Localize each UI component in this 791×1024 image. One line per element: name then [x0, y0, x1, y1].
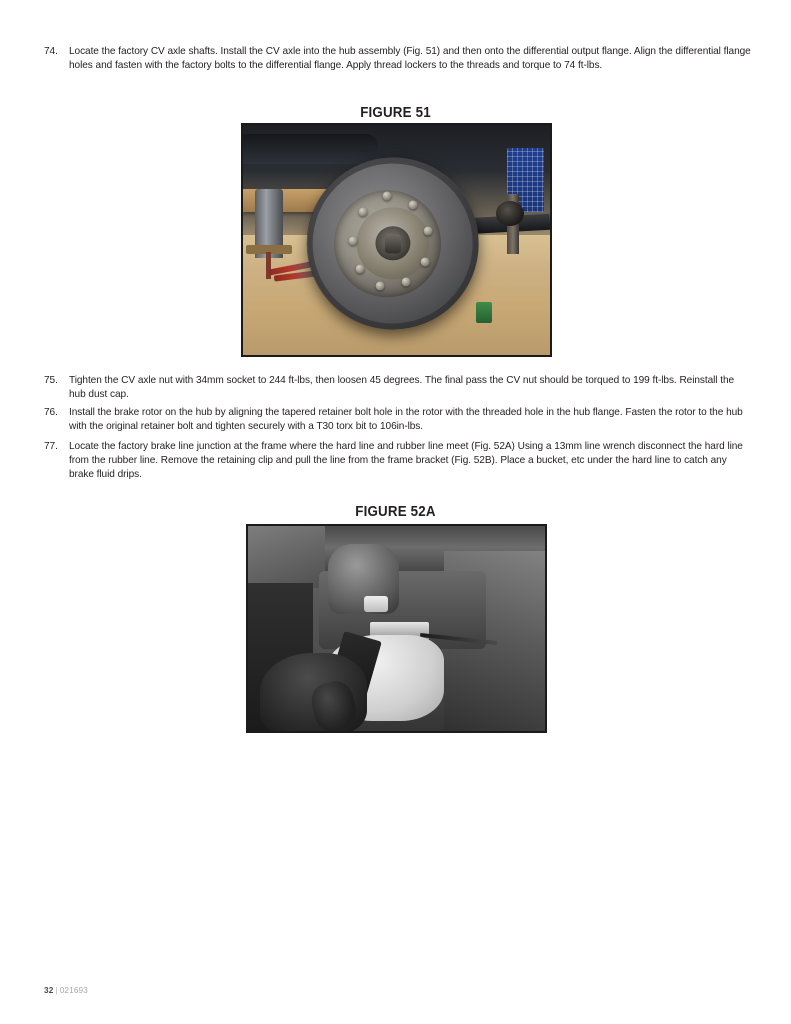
- photo-wheel-stud: [376, 281, 385, 290]
- step-item-75: [44, 374, 751, 402]
- step-number: 75.: [44, 375, 58, 386]
- photo-green-object: [476, 302, 491, 323]
- step-item-77: [44, 440, 751, 483]
- step-item-76: [44, 406, 751, 434]
- figure-51-canvas: [243, 125, 550, 355]
- figure-caption-51: FIGURE 51: [360, 105, 431, 121]
- photo-wheel-stud: [421, 257, 430, 266]
- page-footer: [44, 986, 88, 995]
- footer-separator: |: [55, 986, 58, 995]
- photo-wheel-stud: [383, 192, 392, 201]
- photo-left-panel: [248, 526, 325, 588]
- step-text: Locate the factory brake line junction at the frame where the hard line and rubber line meet (Fig. 52A) Using a 13mm line wrench disconnect the hard line from the rubber line. Remove the retaining clip and pull the line from the frame bracket (Fig. 52B). Place a bucket, etc under the hard line to catch any brake fluid drips.: [69, 441, 743, 481]
- photo-axle-spline: [385, 234, 400, 253]
- step-text: Install the brake rotor on the hub by aligning the tapered retainer bolt hole in the rotor with the threaded hole in the hub flange. Fasten the rotor to the hub with the original retainer bolt and tighten securely with a T30 torx bit to 106in-lbs.: [69, 407, 743, 433]
- step-number: 76.: [44, 407, 58, 418]
- step-text: Tighten the CV axle nut with 34mm socket to 244 ft-lbs, then loosen 45 degrees. The final pass the CV nut should be torqued to 199 ft-lbs. Reinstall the hub dust cap.: [69, 375, 735, 401]
- step-number: 74.: [44, 46, 58, 57]
- photo-wheel-stud: [355, 264, 364, 273]
- footer-doc-code: 021693: [59, 986, 88, 995]
- footer-page-number: 32: [44, 986, 54, 995]
- step-item-74: [44, 45, 751, 73]
- figure-caption-52a: FIGURE 52A: [355, 504, 436, 520]
- photo-tie-rod-end: [496, 201, 524, 226]
- figure-image-51: [241, 123, 552, 357]
- photo-chassis-beam: [243, 134, 378, 164]
- photo-wheel-stud: [424, 226, 433, 235]
- photo-wheel-stud: [359, 207, 368, 216]
- step-text: Locate the factory CV axle shafts. Install the CV axle into the hub assembly (Fig. 51) and then onto the differential output flange. Align the differential flange holes and fasten with the factory bolts to the differential flange. Apply thread lockers to the threads and torque to 74 ft-lbs.: [69, 46, 751, 72]
- photo-retaining-clip: [364, 596, 388, 612]
- step-number: 77.: [44, 441, 58, 452]
- figure-image-52a: [246, 524, 547, 733]
- figure-52a-canvas: [248, 526, 545, 731]
- photo-brake-rotor: [307, 157, 479, 329]
